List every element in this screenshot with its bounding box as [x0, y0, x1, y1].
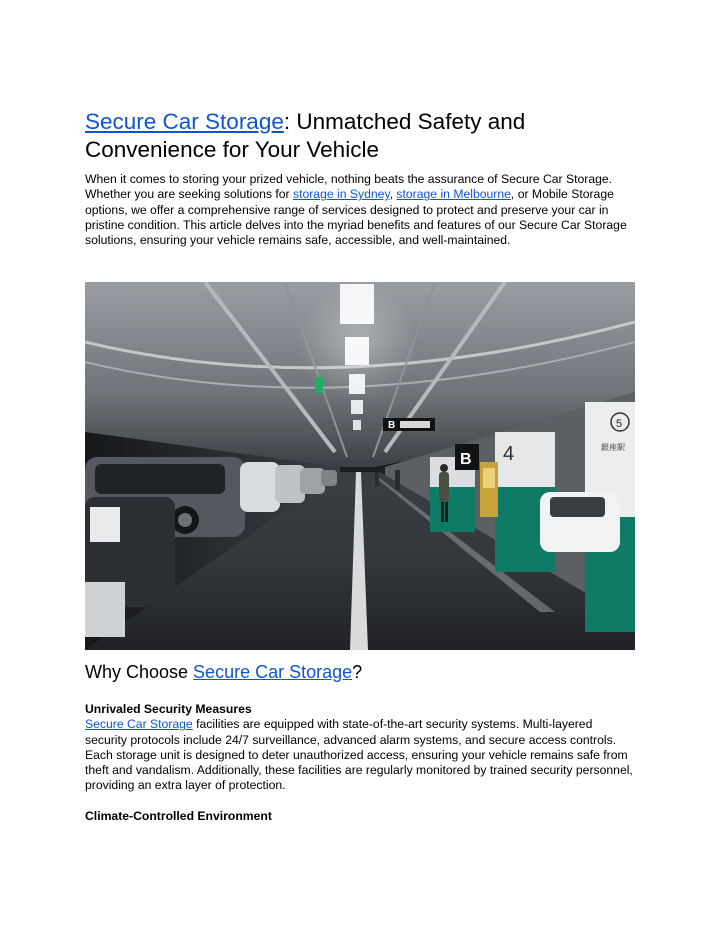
why-prefix: Why Choose — [85, 662, 194, 682]
link-storage-sydney[interactable]: storage in Sydney — [292, 187, 390, 202]
title-link-secure-car-storage[interactable]: Secure Car Storage — [85, 109, 284, 134]
intro-text-2: , or Mobile Storage options, we offer a comprehensive range of services designed to protect and preserve your car in pristine condition. This article delves into the myriad benefits and features of our Secure Car Storage solutions, ensuring your vehicle remains safe, accessible, and well-maintained. — [85, 187, 627, 248]
right-sign-text: 銀座駅 — [601, 443, 625, 452]
parking-garage-photo — [85, 282, 635, 650]
pillar-number: 4 — [503, 443, 515, 465]
intro-text-1: When it comes to storing your prized vehicle, nothing beats the assurance of Secure Car Storage. Whether you are seeking solutions for — [85, 172, 613, 202]
article-header — [85, 108, 636, 248]
security-paragraph — [85, 717, 636, 793]
why-link-secure-car-storage[interactable]: Secure Car Storage — [193, 662, 353, 682]
right-sign-number: 5 — [616, 418, 623, 430]
why-choose-section — [85, 660, 636, 824]
climate-heading: Climate-Controlled Environment — [85, 808, 272, 823]
pillar-b — [430, 444, 479, 532]
overhead-sign-letter: B — [388, 420, 396, 431]
why-choose-heading — [85, 660, 636, 684]
why-suffix: ? — [352, 662, 363, 682]
security-text: facilities are equipped with state-of-the-art security systems. Multi-layered security protocols include 24/7 surveillance, advanced alarm systems, and secure access controls. Each storage unit is designed to deter unauthorized access, ensuring your vehicle remains safe from theft and vandalism. Additionally, these facilities are regularly monitored by trained security personnel, providing an extra layer of protection. — [85, 717, 633, 793]
link-storage-melbourne[interactable]: storage in Melbourne — [396, 187, 511, 202]
pillar-sign-letter: B — [460, 451, 472, 468]
intro-paragraph — [85, 172, 636, 248]
security-link-secure-car-storage[interactable]: Secure Car Storage — [85, 717, 193, 732]
security-heading: Unrivaled Security Measures — [85, 702, 252, 716]
intro-separator: , — [389, 187, 397, 202]
title-rest: : Unmatched Safety and Convenience for Your Vehicle — [85, 109, 526, 162]
page-title — [85, 108, 636, 164]
